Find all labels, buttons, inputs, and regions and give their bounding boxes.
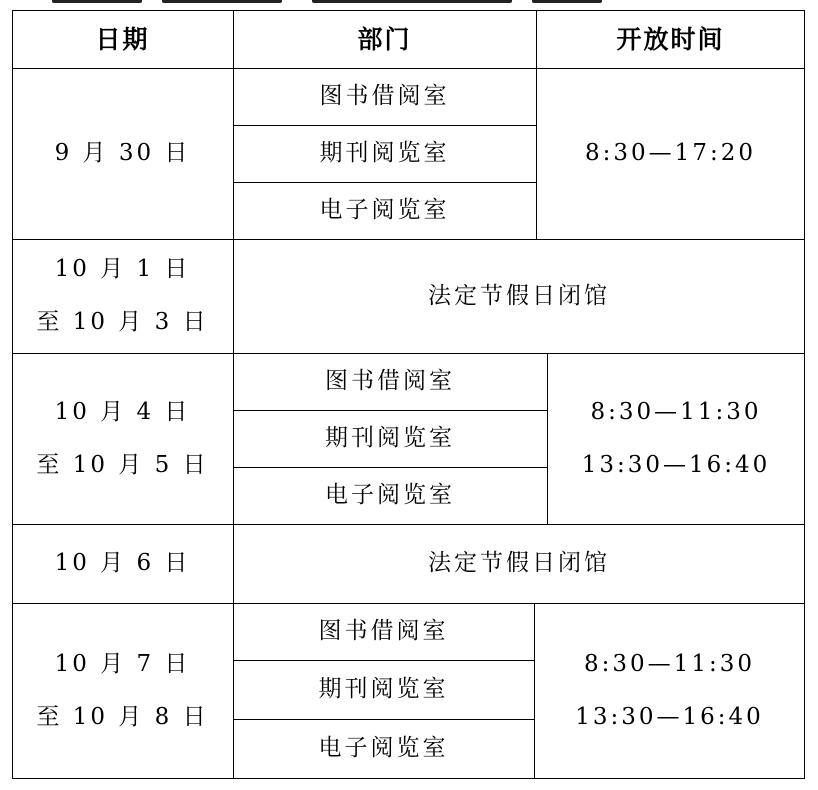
sub-row-divider xyxy=(233,182,536,183)
department-cell: 图书借阅室 xyxy=(319,83,450,109)
row-divider xyxy=(12,353,805,354)
row-divider xyxy=(12,603,805,604)
date-line: 10 月 1 日 xyxy=(54,256,191,282)
table-border-bottom xyxy=(12,778,805,779)
department-cell: 图书借阅室 xyxy=(325,368,455,394)
date-line: 至 10 月 3 日 xyxy=(36,309,209,335)
row-divider xyxy=(12,524,805,525)
table-border-top xyxy=(12,10,805,11)
date-line: 至 10 月 8 日 xyxy=(36,703,209,730)
department-cell: 电子阅览室 xyxy=(318,735,449,761)
column-divider xyxy=(233,10,234,779)
column-divider xyxy=(536,10,537,239)
sub-row-divider xyxy=(233,719,534,720)
column-divider xyxy=(534,603,535,778)
row-divider xyxy=(12,68,805,69)
table-border-right xyxy=(804,10,805,779)
date-cell: 10 月 6 日 xyxy=(54,550,191,576)
department-cell: 期刊阅览室 xyxy=(318,676,449,702)
header-hours: 开放时间 xyxy=(616,24,725,54)
header-date: 日期 xyxy=(95,24,150,54)
hours-line: 13:30—16:40 xyxy=(581,451,771,478)
column-divider xyxy=(547,353,548,524)
hours-cell xyxy=(534,603,805,778)
hours-line: 8:30—11:30 xyxy=(590,398,762,425)
hours-cell: 8:30—17:20 xyxy=(585,140,756,166)
row-divider xyxy=(12,239,805,240)
date-cell xyxy=(12,603,233,778)
sub-row-divider xyxy=(233,410,547,411)
date-cell: 9 月 30 日 xyxy=(54,140,191,166)
date-line: 至 10 月 5 日 xyxy=(36,451,209,478)
closed-cell: 法定节假日闭馆 xyxy=(428,550,610,576)
department-cell: 电子阅览室 xyxy=(319,197,450,223)
header-department: 部门 xyxy=(357,24,412,54)
department-cell: 图书借阅室 xyxy=(318,618,449,644)
closed-cell: 法定节假日闭馆 xyxy=(428,282,610,309)
date-cell xyxy=(12,239,233,353)
date-line: 10 月 7 日 xyxy=(54,650,191,677)
date-cell xyxy=(12,353,233,524)
date-line: 10 月 4 日 xyxy=(54,398,191,425)
department-cell: 期刊阅览室 xyxy=(325,425,455,451)
department-cell: 电子阅览室 xyxy=(325,482,455,508)
department-cell: 期刊阅览室 xyxy=(319,140,450,166)
sub-row-divider xyxy=(233,125,536,126)
hours-cell xyxy=(547,353,805,524)
sub-row-divider xyxy=(233,467,547,468)
truncated-text-above-table xyxy=(12,0,812,6)
hours-line: 13:30—16:40 xyxy=(575,703,764,730)
sub-row-divider xyxy=(233,660,534,661)
table-border-left xyxy=(12,10,13,779)
hours-line: 8:30—11:30 xyxy=(584,650,755,677)
